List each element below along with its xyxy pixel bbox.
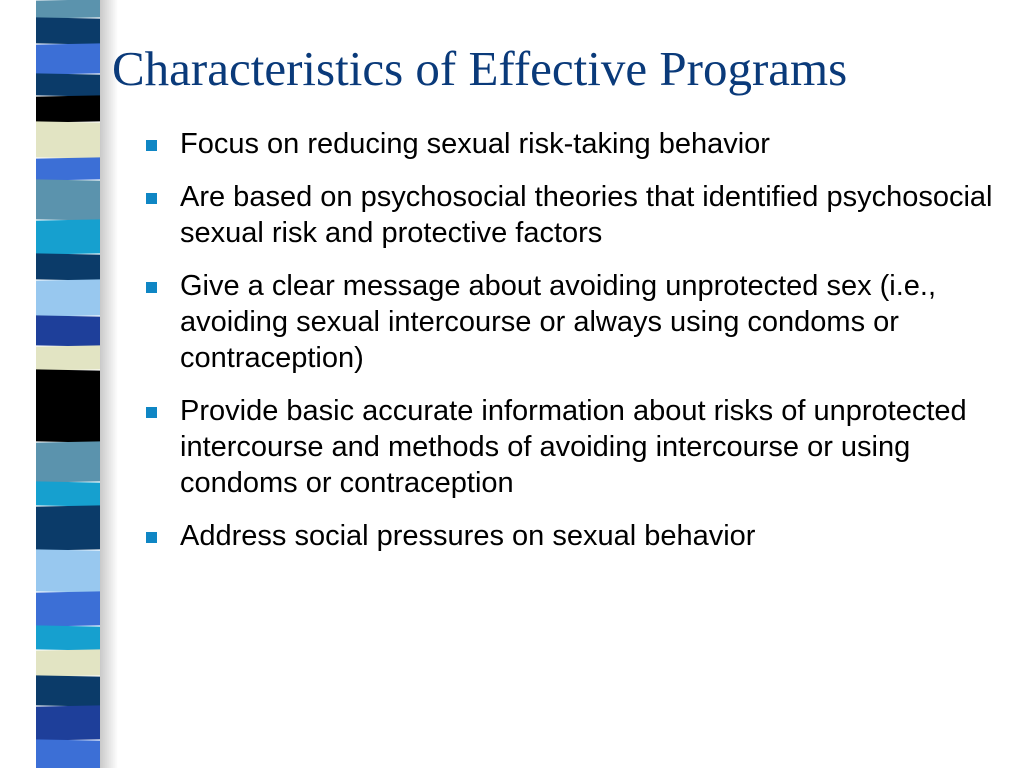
bullet-item-4 (146, 393, 1006, 501)
bullet-item-1 (146, 126, 1006, 162)
square-bullet-icon (146, 193, 157, 204)
stripe-segment (36, 441, 100, 482)
stripe-segment (36, 95, 100, 122)
bullet-item-2 (146, 179, 1006, 251)
slide-title: Characteristics of Effective Programs (112, 41, 848, 96)
stripe-segment (36, 279, 100, 316)
bullet-list (146, 126, 1006, 571)
stripe-segment (36, 157, 100, 180)
bullet-item-5 (146, 518, 1006, 554)
bullet-item-3 (146, 268, 1006, 376)
decorative-stripe-band (0, 0, 118, 768)
stripe-segment (36, 43, 100, 74)
stripe-segment (36, 649, 100, 676)
stripe-segment (36, 549, 100, 592)
stripe-shadow (100, 0, 118, 768)
stripe-segment (36, 591, 100, 626)
stripe-segment (36, 0, 100, 19)
bullet-text: Address social pressures on sexual behavior (180, 520, 756, 552)
square-bullet-icon (146, 532, 157, 543)
stripe-segment (36, 369, 100, 442)
stripe-segment (36, 705, 100, 740)
stripe-segment (36, 219, 100, 254)
square-bullet-icon (146, 282, 157, 293)
bullet-text: Give a clear message about avoiding unprotected sex (i.e., avoiding sexual intercourse or always using condoms or contraception) (180, 270, 937, 374)
stripe-segment (36, 179, 100, 220)
stripe-segment (36, 17, 100, 44)
bullet-text: Provide basic accurate information about risks of unprotected intercourse and methods of avoiding intercourse or using condoms or contraception (180, 395, 967, 499)
stripe-segment (36, 505, 100, 550)
stripe-segment (36, 253, 100, 280)
square-bullet-icon (146, 407, 157, 418)
stripe-segment (36, 739, 100, 768)
stripe-segment (36, 121, 100, 158)
stripe-strip (0, 0, 100, 768)
stripe-segment (36, 73, 100, 96)
bullet-text: Are based on psychosocial theories that identified psychosocial sexual risk and protective factors (180, 181, 993, 249)
stripe-segment (36, 625, 100, 650)
stripe-segment (36, 315, 100, 346)
stripe-segment (36, 345, 100, 370)
square-bullet-icon (146, 140, 157, 151)
bullet-text: Focus on reducing sexual risk-taking behavior (180, 128, 770, 160)
stripe-segment (36, 481, 100, 506)
stripe-segment (36, 675, 100, 706)
